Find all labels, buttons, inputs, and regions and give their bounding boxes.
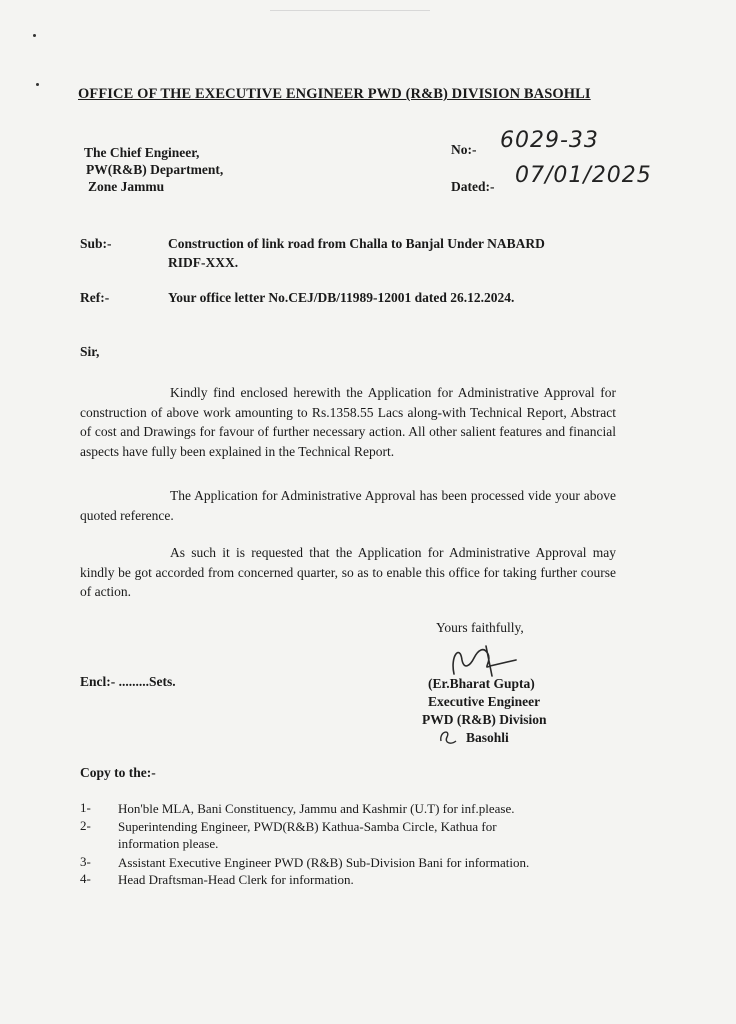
reference-label: Ref:- <box>80 290 110 305</box>
copy-number: 2- <box>80 818 91 833</box>
subject-label: Sub:- <box>80 236 112 251</box>
copy-number: 3- <box>80 854 91 869</box>
punch-mark <box>36 83 39 86</box>
copy-recipient: Hon'ble MLA, Bani Constituency, Jammu and Kashmir (U.T) for inf.please. <box>118 801 515 816</box>
closing: Yours faithfully, <box>436 620 524 635</box>
dated-label: Dated:- <box>451 179 495 194</box>
signatory-division: PWD (R&B) Division <box>422 712 547 727</box>
copy-recipient: Assistant Executive Engineer PWD (R&B) Sub-Division Bani for information. <box>118 855 530 870</box>
paragraph-1: Kindly find enclosed herewith the Application for Administrative Approval for construction of above work amounting to Rs.1358.55 Lacs along-with Technical Report, Abstract of cost and Drawings for favour of further necessary action. All other salient features and financial aspects have fully been explained in the Technical Report. <box>80 385 616 459</box>
signatory-place: Basohli <box>466 730 509 745</box>
paragraph-3: As such it is requested that the Application for Administrative Approval may kindly be got accorded from concerned quarter, so as to enable this office for taking further course of action. <box>80 545 616 599</box>
addressee-line: The Chief Engineer, <box>84 145 200 160</box>
copy-number: 1- <box>80 800 91 815</box>
copy-recipient: Superintending Engineer, PWD(R&B) Kathua-Samba Circle, Kathua for <box>118 819 497 834</box>
signatory-title: Executive Engineer <box>428 694 541 709</box>
addressee-line: Zone Jammu <box>88 179 165 194</box>
subject-line: RIDF-XXX. <box>168 255 239 270</box>
office-heading: OFFICE OF THE EXECUTIVE ENGINEER PWD (R&B) DIVISION BASOHLI <box>78 86 591 102</box>
top-divider <box>270 10 430 11</box>
initial-mark <box>437 725 459 747</box>
enclosure: Encl:- .........Sets. <box>80 674 176 689</box>
letter-number-handwritten: 6029-33 <box>500 128 599 153</box>
copy-recipient-continued: information please. <box>118 836 219 851</box>
punch-mark <box>33 34 36 37</box>
paragraph-2: The Application for Administrative Approval has been processed vide your above quoted reference. <box>80 488 616 523</box>
subject-line: Construction of link road from Challa to Banjal Under NABARD <box>168 236 545 251</box>
copy-recipient: Head Draftsman-Head Clerk for information. <box>118 872 354 887</box>
copy-heading: Copy to the:- <box>80 765 156 780</box>
no-label: No:- <box>451 142 477 157</box>
copy-number: 4- <box>80 871 91 886</box>
salutation: Sir, <box>80 344 100 359</box>
date-handwritten: 07/01/2025 <box>515 163 652 188</box>
signatory-name: (Er.Bharat Gupta) <box>428 676 535 691</box>
addressee-line: PW(R&B) Department, <box>86 162 224 177</box>
reference-text: Your office letter No.CEJ/DB/11989-12001 dated 26.12.2024. <box>168 290 515 305</box>
